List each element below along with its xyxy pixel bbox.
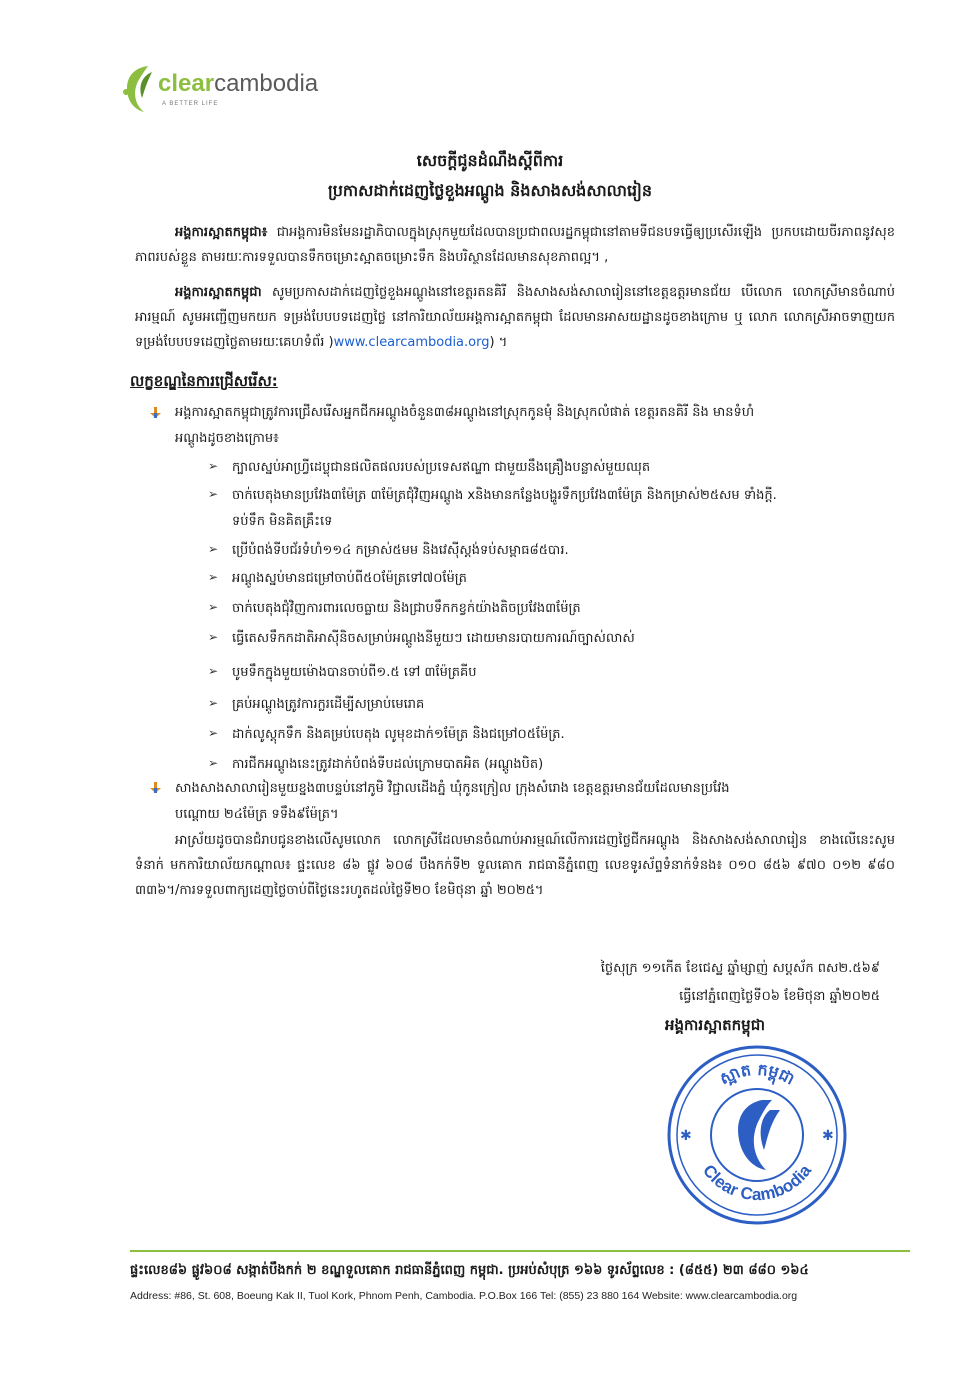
svg-text:✱: ✱ (680, 1128, 692, 1144)
sub-item: ចាក់បេតុងមានប្រវែង៣ម៉ែត្រ ៣ម៉ែត្រជុំវិញអណ្តូង xនិងមានកន្លែងបង្ហូរទឹកប្រវែង៣ម៉ែត្រ និងកម្រាស់២៥សម ទាំងក្តី. (232, 488, 777, 503)
footer-address-khmer: ផ្ទះលេខ៨៦ ផ្លូវ៦០៨ សង្កាត់បឹងកក់ ២ ខណ្ឌទួលគោក រាជធានីភ្នំពេញ កម្ពុជា. ប្រអប់សំបុត្រ ១៦៦ ទូរស័ព្ទលេខ : (៨៥៥) ២៣ ៨៨០ ១៦៤ (130, 1263, 809, 1278)
sub-item-arrow-icon: ➢ (208, 696, 219, 710)
bullet-2-cont: បណ្តោយ ២៤ម៉ែត្រ ទទឹង៩ម៉ែត្រ។ (175, 807, 339, 822)
bullet-1: អង្គការស្អាតកម្ពុជាត្រូវការជ្រើសរើសអ្នកជីកអណ្តូងចំនួន៣៨អណ្តូងនៅស្រុកកូនមុំ និងស្រុកលំផាត់ ខេត្តរតនគិរី និង មានទំហំ (175, 405, 755, 420)
sub-item: គ្រប់អណ្តូងត្រូវការក្លរដើម្បីសម្រាប់មេរោគ (232, 697, 425, 712)
intro-org-lead: អង្គការស្អាតកម្ពុជា៖ (175, 225, 268, 240)
sub-item-arrow-icon: ➢ (208, 600, 219, 614)
sub-item-arrow-icon: ➢ (208, 487, 219, 501)
logo-wordmark (158, 70, 318, 98)
footer-address-english: Address: #86, St. 608, Boeung Kak II, Tuol Kork, Phnom Penh, Cambodia. P.O.Box 166 Tel: (855) 23 880 164 Website: www.clearcambodia.org (130, 1290, 798, 1302)
logo-icon (118, 62, 160, 114)
logo (118, 60, 348, 120)
sub-item-arrow-icon: ➢ (208, 756, 219, 770)
sub-item-arrow-icon: ➢ (208, 542, 219, 556)
sub-item: ធ្វើតេសទឹកកដាតិអាស៊ីនិចសម្រាប់អណ្តូងនីមួយៗ ដោយមានរបាយការណ៍ច្បាស់លាស់ (232, 631, 635, 646)
announcement-org-lead: អង្គការស្អាតកម្ពុជា (175, 285, 262, 300)
intro-text: ជាអង្គការមិនមែនរដ្ឋាភិបាលក្នុងស្រុកមួយដែលបានប្រជាពលរដ្ឋកម្ពុជានៅតាមទីជនបទធ្វើឲ្យប្រសើរឡើង ប្រកបដោយចីរភាពនូវសុខភាពរបស់ខ្លួន តាមរយៈការទទួលបានទឹកចម្រោះស្អាតចម្រោះទឹក និងបរិស្ថានដែលមានសុខភាពល្អ។ , (135, 225, 895, 265)
sub-item-arrow-icon: ➢ (208, 459, 219, 473)
date-lunar: ថ្ងៃសុក្រ ១១កើត ខែជេស្ឋ ឆ្នាំម្សាញ់ សប្តស័ក ពស២.៥៦៩ (600, 961, 880, 976)
svg-text:Clear Cambodia (699, 1161, 815, 1204)
svg-text:ស្អាត កម្ពុជា (717, 1060, 798, 1089)
bullet-arrow-icon (150, 407, 161, 418)
bullet-1-cont: អណ្តូងដូចខាងក្រោម៖ (175, 431, 279, 446)
footer-divider (130, 1250, 910, 1252)
sub-item-arrow-icon: ➢ (208, 630, 219, 644)
date-solar: ធ្វើនៅភ្នំពេញថ្ងៃទី០៦ ខែមិថុនា ឆ្នាំ២០២៥ (679, 989, 880, 1004)
sub-item: ក្បាលស្នប់អាហ្វ្រីដេប្លុជានផលិតផលរបស់ប្រទេសឥណ្ឌា ជាមួយនឹងគ្រឿងបន្លាស់មួយឈុត (232, 460, 651, 475)
doc-title-line2: ប្រកាសដាក់ដេញថ្លៃខួងអណ្តូង និងសាងសង់សាលារៀន (327, 181, 653, 200)
sub-item: ប្រើបំពង់ទីបជ័រទំហំ១១៤ កម្រាស់៥មម និងវេស៊ីស្តង់ទប់សម្ពាធ៨៥បារ. (232, 543, 569, 558)
sub-item-arrow-icon: ➢ (208, 664, 219, 678)
organization-stamp (662, 1040, 852, 1230)
announcement-end: ) ។ (489, 335, 508, 350)
stamp-bottom-text: Clear Cambodia (698, 1161, 815, 1205)
bullet-arrow-icon (150, 782, 161, 793)
sub-item: ការជីកអណ្តូងនេះត្រូវដាក់បំពង់ទីបដល់ក្រោមបាតអិត (អណ្តូងបិត) (232, 757, 544, 772)
svg-text:✱: ✱ (822, 1128, 834, 1144)
stamp-top-text: ស្អាត កម្ពុជា (716, 1059, 798, 1089)
announcement-paragraph (135, 280, 895, 355)
website-link[interactable]: www.clearcambodia.org (333, 335, 490, 350)
sub-item-arrow-icon: ➢ (208, 726, 219, 740)
sub-item-cont: ទប់ទឹក មិនគិតគ្រឹះទេ (232, 514, 333, 529)
logo-brand-bold: clear (158, 70, 215, 97)
sub-item: ចាក់បេតុងជុំវិញការពារលេចធ្លាយ និងជ្រាបទឹកកខ្វក់យ៉ាងតិចប្រវែង៣ម៉ែត្រ (232, 601, 581, 616)
closing-paragraph: អាស្រ័យដូចបានជំរាបជូនខាងលើសូមលោក លោកស្រីដែលមានចំណាប់អារម្មណ៍លើការដេញថ្លៃជីកអណ្តូង និងសាងសង់សាលារៀន ខាងលើនេះសូមទំនាក់ មកការិយាល័យកណ្តាល៖ ផ្ទះលេខ ៨៦ ផ្លូវ ៦០៨ បឹងកក់ទី២ ទួលគោក រាជធានីភ្នំពេញ លេខទូរស័ព្ទទំនាក់ទំនង៖ ០១០ ៨៥៦ ៩៧០ ០១២ ៩៨០ ៣៣៦។/ការទទួលពាក្យដេញថ្លៃចាប់ពីថ្ងៃនេះរហូតដល់ថ្ងៃទី២០ ខែមិថុនា ឆ្នាំ ២០២៥។ (135, 833, 895, 898)
doc-title-line1: សេចក្តីជូនដំណឹងស្តីពីការ (416, 151, 564, 170)
section-title: លក្ខខណ្ឌនៃការជ្រើសរើស: (130, 372, 278, 390)
intro-paragraph (135, 220, 895, 270)
sub-item: អណ្តូងស្នប់មានជម្រៅចាប់ពី៥០ម៉ែត្រទៅ៧០ម៉ែត្រ (232, 571, 467, 586)
signature-org: អង្គការស្អាតកម្ពុជា (665, 1016, 765, 1034)
announcement-text: សូមប្រកាសដាក់ដេញថ្លៃខួងអណ្តូងនៅខេត្តរតនគិរី និងសាងសង់សាលារៀននៅខេត្តឧត្តរមានជ័យ បើលោក លោកស្រីមានចំណាប់អារម្មណ៍ សូមអញ្ជើញមកយក ទម្រង់បែបបទដេញថ្លៃ នៅការិយាល័យអង្គការស្អាតកម្ពុជា ដែលមានអាសយដ្ឋានដូចខាងក្រោម ឬ លោក លោកស្រីអាចទាញយកទម្រង់បែបបទដេញថ្លៃតាមរយៈគេហទំព័រ ) (135, 285, 895, 350)
logo-brand-light: cambodia (214, 70, 319, 97)
sub-item: ដាក់លូស្តុកទឹក និងគម្រប់បេតុង លូមុខដាក់១ម៉ែត្រ និងជម្រៅ០៥ម៉ែត្រ. (232, 727, 565, 742)
bullet-2: សាងសាងសាលារៀនមួយខ្នង៣បន្ទប់នៅភូមិ វិជ្ជាលដើងភ្នំ ឃុំកូនក្រៀល ក្រុងសំរោង ខេត្តឧត្តរមានជ័យដែលមានប្រវែង (175, 781, 730, 796)
sub-item-arrow-icon: ➢ (208, 570, 219, 584)
sub-item: បូមទឹកក្នុងមួយម៉ោងបានចាប់ពី១.៥ ទៅ ៣ម៉ែត្រគីប (232, 665, 477, 680)
logo-tagline: A BETTER LIFE (162, 101, 219, 107)
